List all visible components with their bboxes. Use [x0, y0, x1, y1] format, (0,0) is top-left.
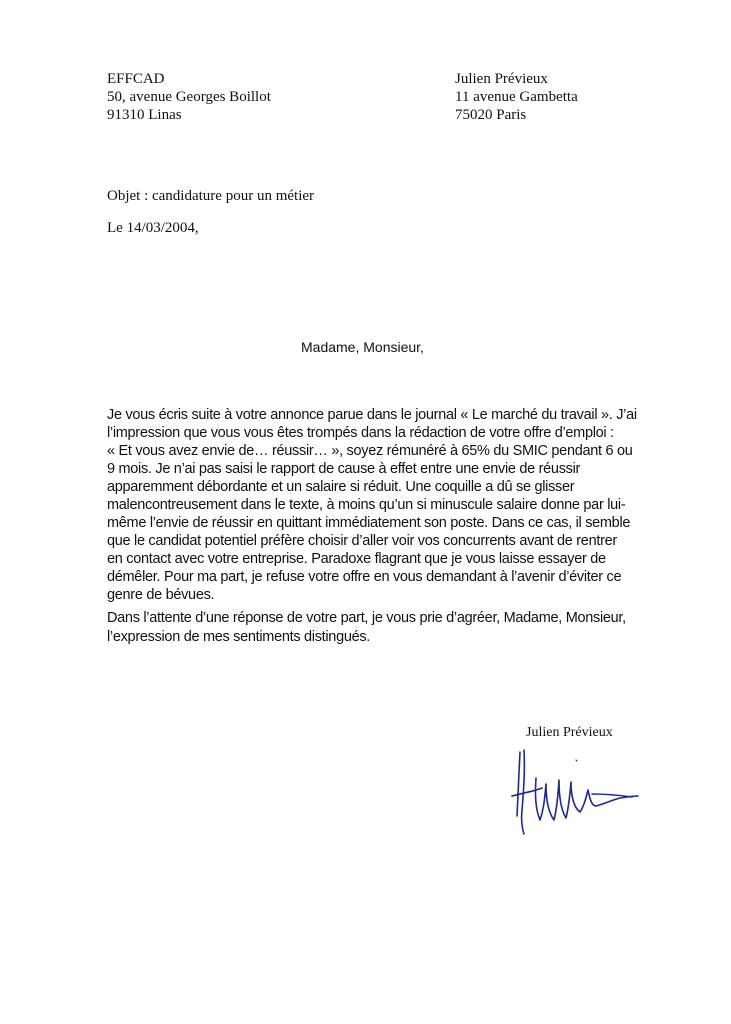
recipient-city: 75020 Paris — [455, 107, 527, 123]
signature-stroke — [512, 750, 638, 834]
closing-line: l’expression de mes sentiments distingués. — [107, 629, 371, 645]
body-line: genre de bévues. — [107, 587, 215, 603]
closing-line: Dans l’attente d’une réponse de votre part, je vous prie d’agréer, Madame, Monsieur, — [107, 610, 626, 626]
body-line: malencontreusement dans le texte, à moins qu’un si minuscule salaire donne par lui- — [107, 497, 626, 513]
body-line: que le candidat potentiel préfère choisir d’aller voir vos concurrents avant de rentrer — [107, 533, 617, 549]
body-line: apparemment débordante et un salaire si réduit. Une coquille a dû se glisser — [107, 479, 575, 495]
signature-dot — [576, 760, 577, 761]
recipient-address-block — [455, 70, 578, 124]
body-line: 9 mois. Je n’ai pas saisi le rapport de cause à effet entre une envie de réussir — [107, 461, 581, 477]
body-line: « Et vous avez envie de… réussir… », soyez rémunéré à 65% du SMIC pendant 6 ou — [107, 443, 633, 459]
body-line: même l’envie de réussir en quittant immédiatement son poste. Dans ce cas, il semble — [107, 515, 631, 531]
recipient-name: Julien Prévieux — [455, 71, 548, 87]
salutation: Madame, Monsieur, — [301, 339, 424, 355]
body-line: l’impression que vous vous êtes trompés dans la rédaction de votre offre d’emploi : — [107, 425, 614, 441]
closing-paragraph — [107, 609, 637, 647]
signature-name: Julien Prévieux — [526, 725, 613, 740]
subject-line: Objet : candidature pour un métier — [107, 188, 315, 204]
sender-name: EFFCAD — [107, 71, 165, 87]
date-line: Le 14/03/2004, — [107, 220, 199, 236]
body-line: Je vous écris suite à votre annonce parue dans le journal « Le marché du travail ». J’ai — [107, 407, 637, 423]
body-line: en contact avec votre entreprise. Paradoxe flagrant que je vous laisse essayer de — [107, 551, 606, 567]
sender-street: 50, avenue Georges Boillot — [107, 89, 271, 105]
handwritten-signature — [508, 748, 648, 843]
sender-address-block — [107, 70, 271, 124]
body-paragraph — [107, 406, 637, 604]
recipient-street: 11 avenue Gambetta — [455, 89, 578, 105]
sender-city: 91310 Linas — [107, 107, 182, 123]
body-line: démêler. Pour ma part, je refuse votre offre en vous demandant à l’avenir d’éviter ce — [107, 569, 622, 585]
